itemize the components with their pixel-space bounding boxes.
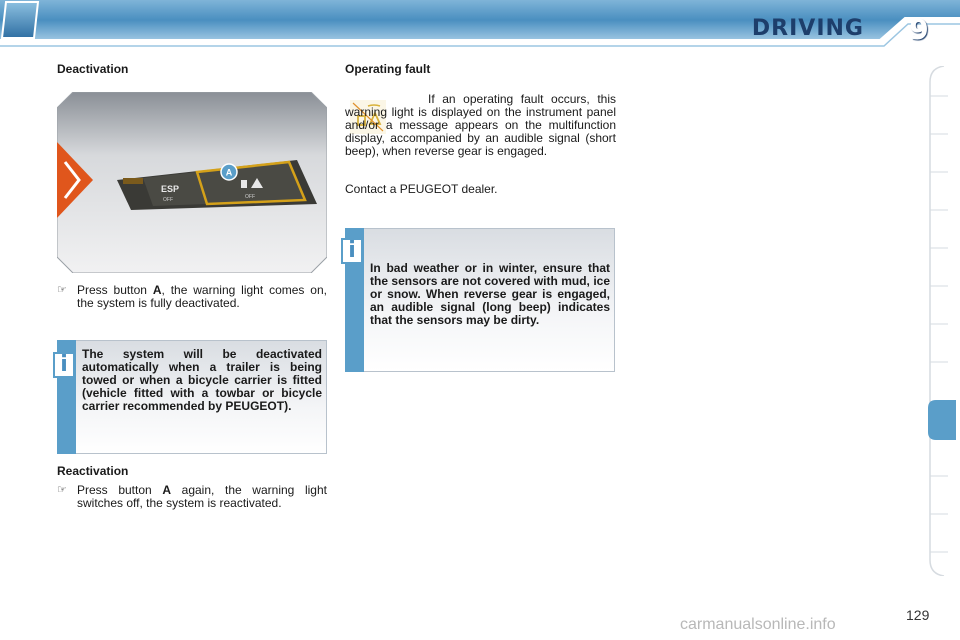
info-icon bbox=[53, 352, 75, 378]
deactivation-heading: Deactivation bbox=[57, 62, 129, 76]
esp-off-label: OFF bbox=[163, 197, 173, 203]
esp-label: ESP bbox=[161, 184, 180, 194]
info-glyph: i bbox=[348, 238, 356, 263]
page-number: 129 bbox=[906, 607, 930, 623]
button-a-reference: A bbox=[162, 483, 171, 497]
button-a-reference: A bbox=[152, 283, 162, 297]
reactivation-text-start: Press button bbox=[77, 483, 163, 497]
deactivation-text-end: , the warning light comes on, the system is fully deactivated. bbox=[77, 283, 327, 310]
dealer-instruction: Contact a PEUGEOT dealer. bbox=[345, 182, 498, 196]
chapter-title: DRIVING bbox=[751, 16, 864, 41]
operating-fault-heading: Operating fault bbox=[345, 62, 431, 76]
watermark: carmanualsonline.info bbox=[680, 616, 836, 633]
fault-description: If an operating fault occurs, this warning light is displayed on the instrument panel and/or a message appears on the multifunction display, accompanied by an audible signal (short beep), when reverse gear is engaged. bbox=[345, 92, 616, 158]
info-glyph: i bbox=[60, 352, 68, 377]
active-chapter-tab[interactable] bbox=[928, 400, 956, 440]
chapter-number: 9 bbox=[909, 13, 929, 46]
info-icon bbox=[341, 238, 363, 264]
trailer-info-text: The system will be deactivated automatically when a trailer is being towed or when a bicycle carrier is fitted (vehicle fitted with a towbar or bicycle carrier recommended by PEUGEOT). bbox=[82, 347, 322, 413]
pointing-hand-icon: ☞ bbox=[57, 484, 67, 496]
deactivation-instruction bbox=[57, 284, 327, 310]
park-off-label: OFF bbox=[245, 194, 255, 200]
weather-info-text: In bad weather or in winter, ensure that the sensors are not covered with mud, ice or snow. When reverse gear is engaged, an audible signal (long beep) indicates that the sensors may be dirty. bbox=[370, 261, 610, 327]
chapter-tab-strip bbox=[926, 66, 956, 576]
button-panel-photo bbox=[57, 92, 327, 273]
callout-a-label: A bbox=[225, 167, 233, 178]
reactivation-instruction bbox=[57, 484, 327, 510]
reactivation-text-end: again, the warning light switches off, the system is reactivated. bbox=[77, 483, 327, 510]
chapter-badge-shape bbox=[0, 0, 40, 40]
page-header bbox=[0, 0, 960, 56]
reactivation-heading: Reactivation bbox=[57, 464, 129, 478]
pointing-hand-icon: ☞ bbox=[57, 284, 67, 296]
deactivation-text-start: Press button bbox=[77, 283, 153, 297]
